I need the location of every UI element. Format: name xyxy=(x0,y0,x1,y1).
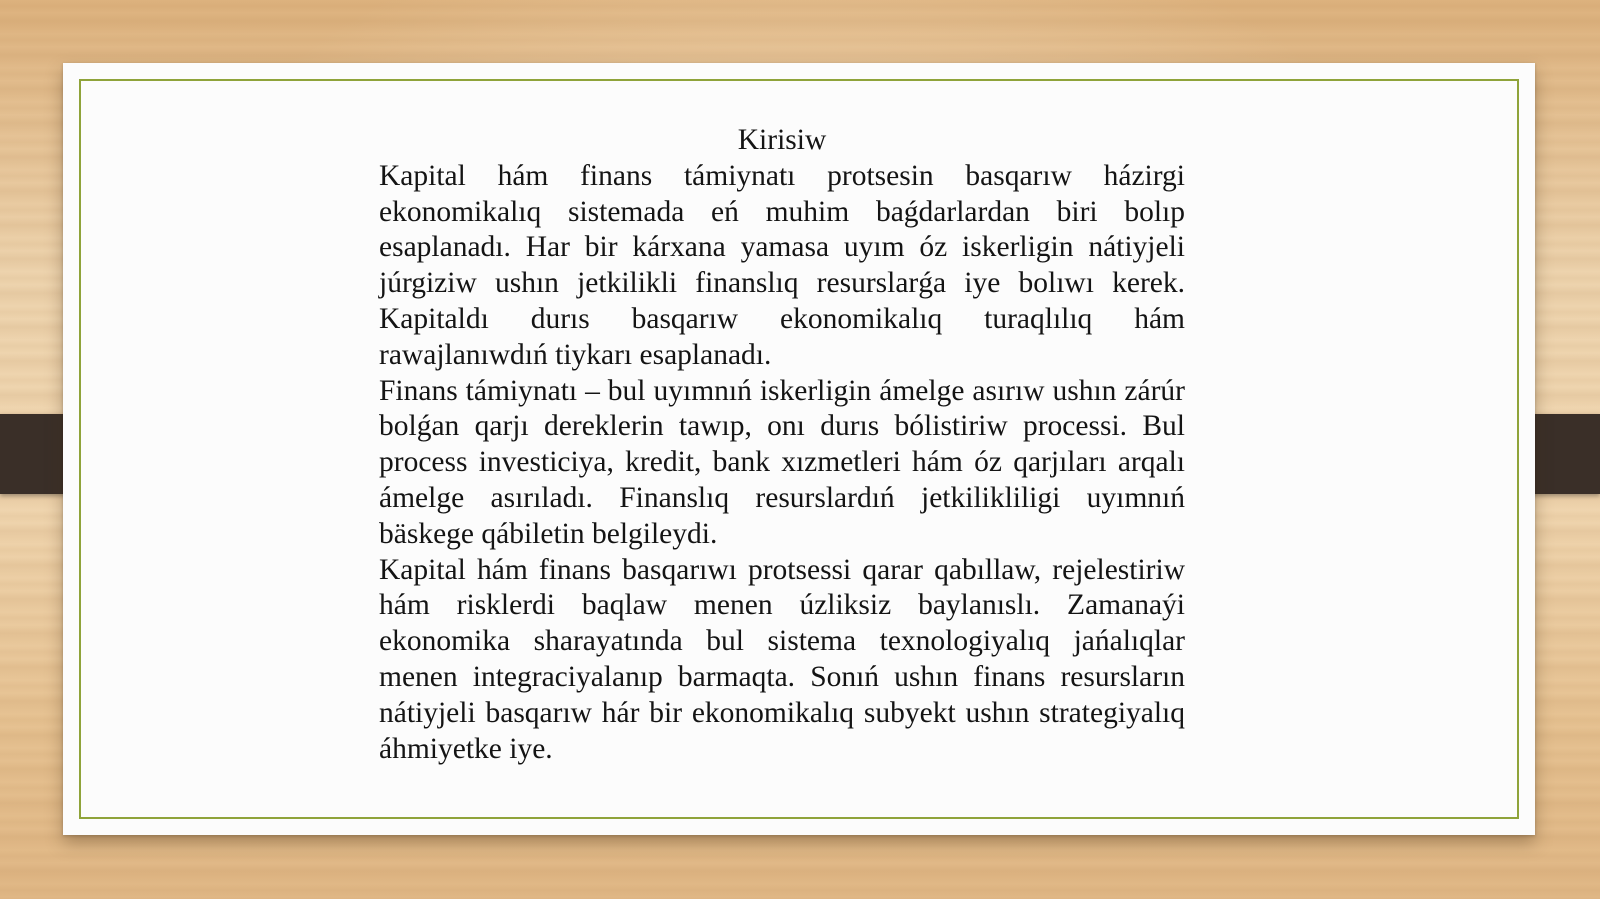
slide-title: Kirisiw xyxy=(737,124,827,156)
slide-content xyxy=(379,123,1185,767)
paragraph-3: Kapital hám finans basqarıwı protsessi qarar qabıllaw, rejelestiriw hám risklerdi baqlaw menen úzliksiz baylanıslı. Zamanaýi ekonomika sharayatında bul sistema texnologiyalıq jańalıqlar menen integraciyalanıp barmaqta. Sonıń ushın finans resursların nátiyjeli basqarıw hár bir ekonomikalıq subyekt ushın strategiyalıq áhmiyetke iye. xyxy=(379,553,1185,765)
paragraph-2: Finans támiynatı – bul uyımnıń iskerligin ámelge asırıw ushın zárúr bolǵan qarjı dereklerin tawıp, onı durıs bólistiriw processi. Bul process investiciya, kredit, bank xızmetleri hám óz qarjıları arqalı ámelge asırıladı. Finanslıq resurslardıń jetkilikliligi uyımnıń bäskege qábiletin belgileydi. xyxy=(379,374,1185,550)
paragraph-1: Kapital hám finans támiynatı protsesin basqarıw házirgi ekonomikalıq sistemada eń muhim baǵdarlardan biri bolıp esaplanadı. Har bir kárxana yamasa uyım óz iskerligin nátiyjeli júrgiziw ushın jetkilikli finanslıq resurslarǵa iye bolıwı kerek. Kapitaldı durıs basqarıw ekonomikalıq turaqlılıq hám rawajlanıwdıń tiykarı esaplanadı. xyxy=(379,159,1185,371)
